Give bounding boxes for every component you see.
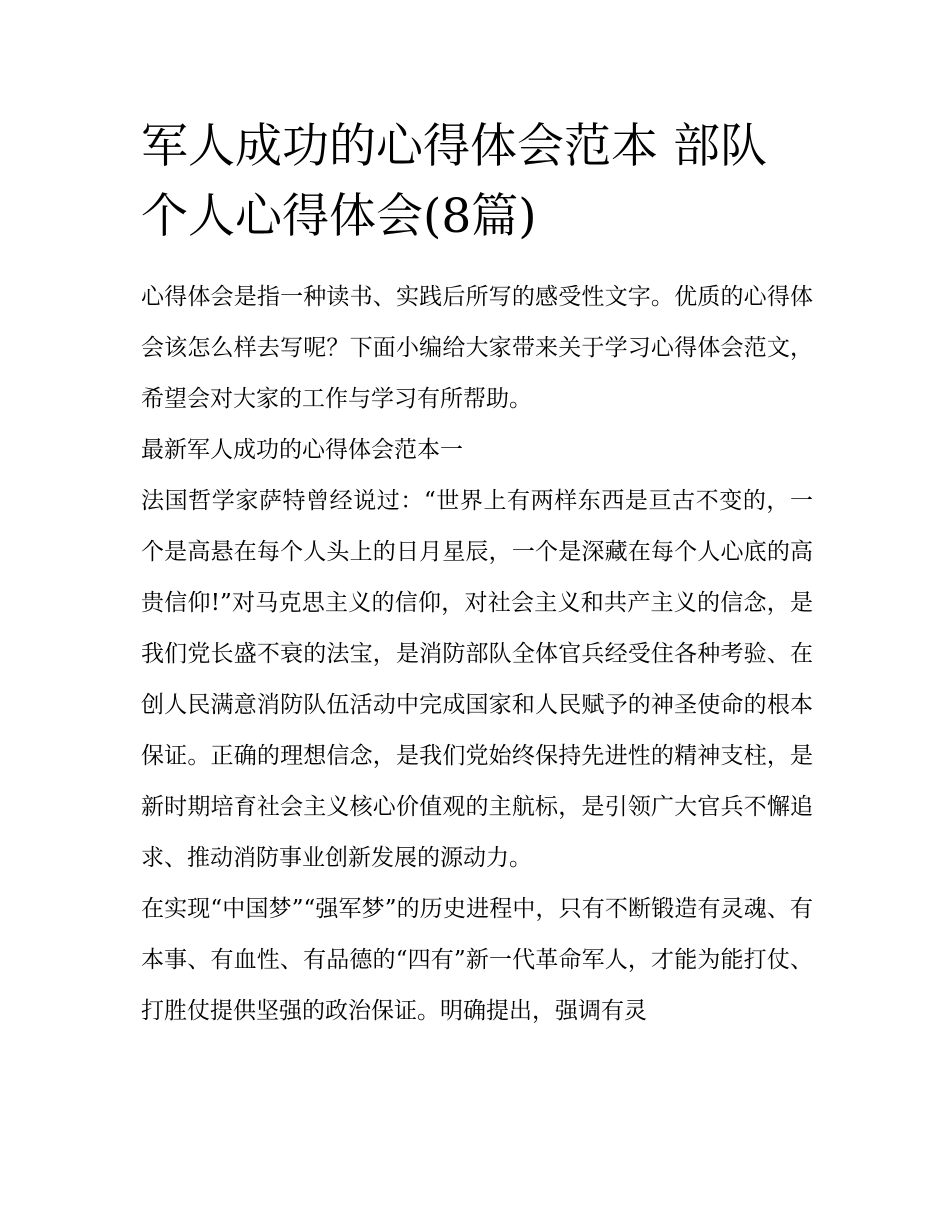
document-title: 军人成功的心得体会范本 部队个人心得体会(8篇) [141, 119, 767, 244]
paragraph-dream: 在实现“中国梦”“强军梦”的历史进程中，只有不断锻造有灵魂、有本事、有血性、有品德的“四有”新一代革命军人，才能为能打仗、打胜仗提供坚强的政治保证。明确提出，强调有灵 [141, 896, 813, 1024]
document-body [141, 112, 813, 1037]
section-heading: 最新军人成功的心得体会范本一 [141, 437, 463, 463]
paragraph-belief: 法国哲学家萨特曾经说过：“世界上有两样东西是亘古不变的，一个是高悬在每个人头上的日月星辰，一个是深藏在每个人心底的高贵信仰!”对马克思主义的信仰，对社会主义和共产主义的信念，是我们党长盛不衰的法宝，是消防部队全体官兵经受住各种考验、在创人民满意消防队伍活动中完成国家和人民赋予的神圣使命的根本保证。正确的理想信念，是我们党始终保持先进性的精神支柱，是新时期培育社会主义核心价值观的主航标，是引领广大官兵不懈追求、推动消防事业创新发展的源动力。 [141, 488, 813, 871]
paragraph-intro: 心得体会是指一种读书、实践后所写的感受性文字。优质的心得体会该怎么样去写呢？下面小编给大家带来关于学习心得体会范文，希望会对大家的工作与学习有所帮助。 [141, 284, 813, 412]
